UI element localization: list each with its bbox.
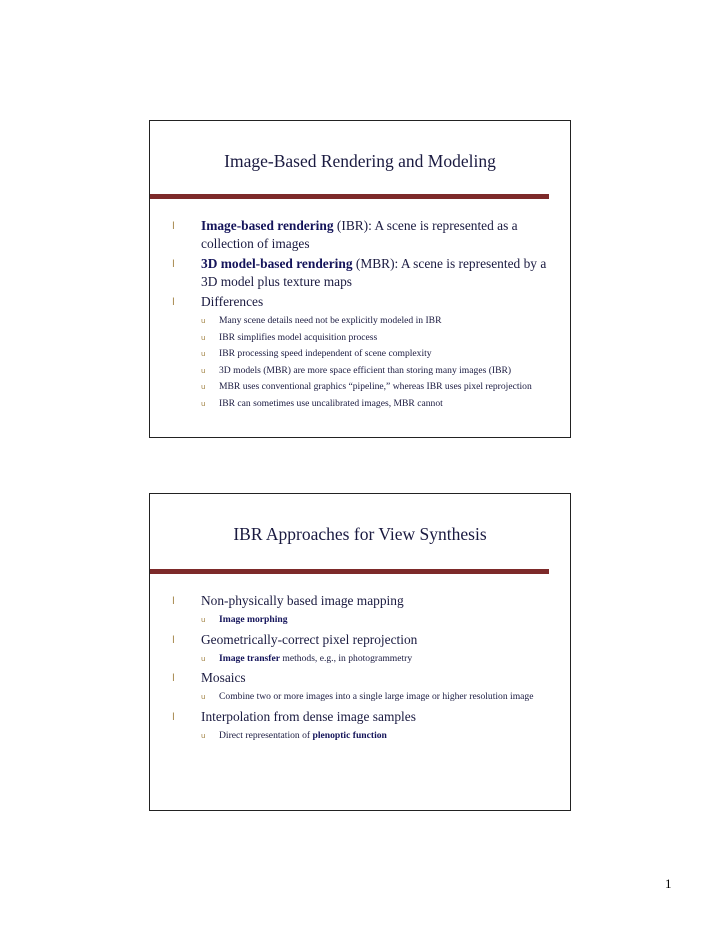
- bullet-text: (MBR): A scene is represented by a 3D model plus texture maps: [201, 256, 547, 289]
- sub-bullet-marker: u: [201, 616, 206, 624]
- sub-list: [201, 613, 548, 627]
- list-item: [172, 708, 548, 743]
- sub-list: [201, 729, 548, 743]
- sub-bullet-marker: u: [201, 693, 206, 701]
- bullet-marker: l: [172, 634, 175, 646]
- sub-bullet-marker: u: [201, 399, 206, 408]
- sub-list-item: [201, 613, 548, 627]
- bullet-text: Differences: [201, 294, 264, 309]
- sub-bullet-text: Combine two or more images into a single large image or higher resolution image: [219, 691, 534, 702]
- sub-bullet-text: IBR can sometimes use uncalibrated images, MBR cannot: [219, 397, 443, 409]
- sub-bullet-marker: u: [201, 383, 206, 391]
- sub-bullet-marker: u: [201, 317, 206, 325]
- sub-list-item: [201, 364, 548, 378]
- title-divider: [150, 194, 549, 199]
- list-item: [172, 669, 548, 704]
- sub-list-item: [201, 331, 548, 345]
- sub-list-item: [201, 729, 548, 743]
- sub-list-item: [201, 652, 548, 666]
- page-number: 1: [665, 876, 672, 891]
- sub-list-item: [201, 347, 548, 361]
- bullet-list: [172, 592, 548, 746]
- sub-list-item: [201, 690, 548, 704]
- list-item: [172, 631, 548, 666]
- sub-bullet-marker: u: [201, 350, 206, 358]
- bold-term: Image-based rendering: [201, 218, 334, 233]
- sub-bullet-marker: u: [201, 333, 206, 342]
- title-divider: [150, 569, 549, 574]
- sub-list-item: [201, 314, 548, 328]
- bullet-text: Non-physically based image mapping: [201, 593, 404, 608]
- sub-bullet-text: methods, e.g., in photogrammetry: [280, 652, 413, 664]
- sub-bullet-text: IBR simplifies model acquisition process: [219, 331, 378, 343]
- bold-term: plenoptic function: [312, 729, 387, 741]
- bold-term: Image morphing: [219, 614, 288, 625]
- bullet-text: Geometrically-correct pixel reprojection: [201, 631, 418, 647]
- list-item: [172, 217, 548, 253]
- sub-bullet-text: Many scene details need not be explicitly modeled in IBR: [219, 315, 442, 326]
- sub-list: [201, 652, 548, 666]
- sub-list: [201, 314, 548, 410]
- sub-list-item: [201, 397, 548, 411]
- slide-title: IBR Approaches for View Synthesis: [233, 524, 487, 544]
- bullet-marker: l: [172, 259, 175, 270]
- bullet-marker: l: [172, 221, 175, 232]
- sub-bullet-text: MBR uses conventional graphics “pipeline,” whereas IBR uses pixel reprojection: [219, 381, 532, 392]
- slide-1: [149, 120, 571, 438]
- sub-bullet-text: IBR processing speed independent of scene complexity: [219, 348, 432, 359]
- sub-bullet-marker: u: [201, 654, 206, 663]
- sub-list: [201, 690, 548, 704]
- slide-2: [149, 493, 571, 811]
- bullet-text: Interpolation from dense image samples: [201, 708, 416, 724]
- bullet-marker: l: [172, 673, 175, 684]
- sub-bullet-marker: u: [201, 731, 206, 740]
- bold-term: Image transfer: [219, 652, 281, 664]
- sub-bullet-text: 3D models (MBR) are more space efficient than storing many images (IBR): [219, 364, 512, 376]
- bullet-list: [172, 217, 548, 414]
- bullet-text: Mosaics: [201, 670, 246, 685]
- bullet-marker: l: [172, 297, 175, 308]
- sub-list-item: [201, 380, 548, 394]
- bullet-text: (IBR): A scene is represented as a collection of images: [201, 218, 518, 251]
- slide-title: Image-Based Rendering and Modeling: [224, 151, 496, 171]
- list-item: [172, 592, 548, 627]
- list-item: [172, 293, 548, 410]
- bullet-marker: l: [172, 596, 175, 607]
- bold-term: 3D model-based rendering: [201, 256, 353, 271]
- sub-bullet-marker: u: [201, 366, 206, 375]
- sub-bullet-text: Direct representation of: [219, 729, 313, 741]
- bullet-marker: l: [172, 711, 175, 723]
- list-item: [172, 255, 548, 291]
